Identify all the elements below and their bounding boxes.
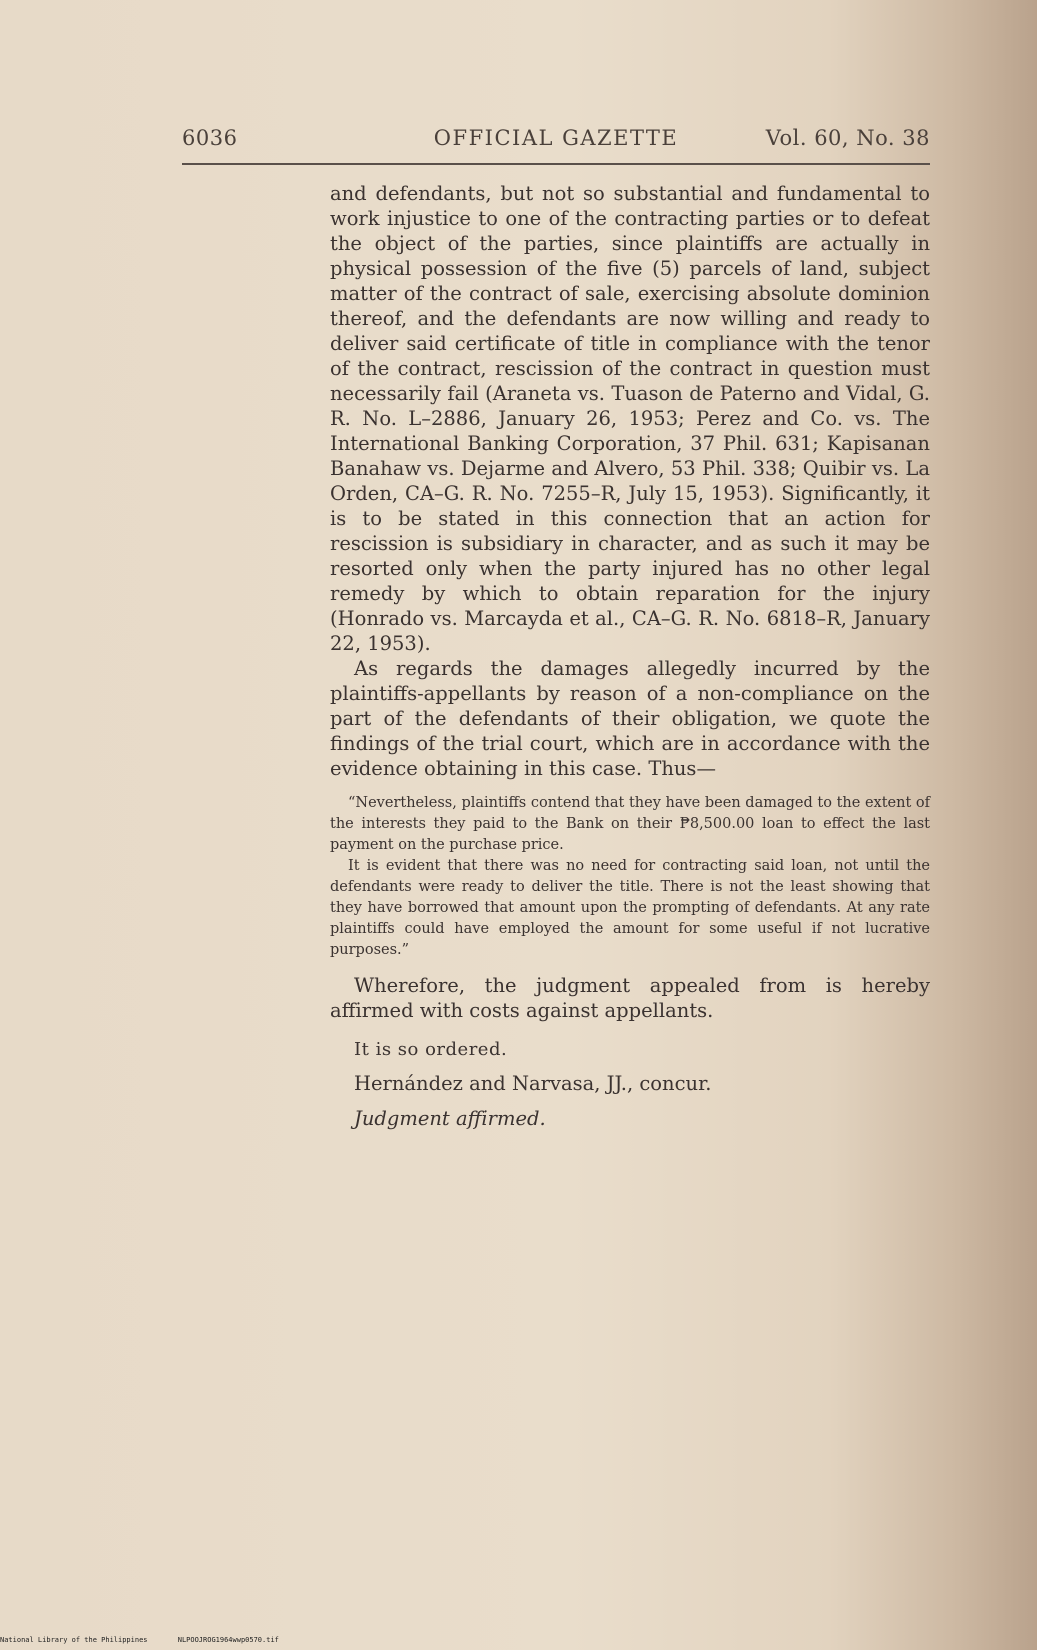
quote-paragraph-2: It is evident that there was no need for contracting said loan, not until the defendants were ready to deliver the title. There is not the least showing that they have borrowed that amount upon the prompting of defendants. At any rate plaintiffs could have employed the amount for some useful if not lucrative purposes.” [330,858,930,958]
running-header [182,126,930,156]
file-name: NLPOOJROG1964wwp0570.tif [177,1636,279,1644]
quote-paragraph-1: “Nevertheless, plaintiffs contend that they have been damaged to the extent of the interests they paid to the Bank on their ₱8,500.00 loan to effect the last payment on the purchase price. [330,795,930,853]
body-text [330,181,930,1130]
page-number: 6036 [182,126,238,150]
volume-number: Vol. 60, No. 38 [765,126,930,150]
scan-footer [0,1636,305,1644]
paragraph-continued: and defendants, but not so substantial and fundamental to work injustice to one of the contracting parties or to defeat the object of the parties, since plaintiffs are actually in physical possession of the five (5) parcels of land, subject matter of the contract of sale, exercising absolute dominion thereof, and the defendants are now willing and ready to deliver said certificate of title in compliance with the tenor of the contract, rescission of the contract in question must necessarily fail (Araneta vs. Tuason de Paterno and Vidal, G. R. No. L–2886, January 26, 1953; Perez and Co. vs. The International Banking Corporation, 37 Phil. 631; Kapisanan Banahaw vs. Dejarme and Alvero, 53 Phil. 338; Quibir vs. La Orden, CA–G. R. No. 7255–R, July 15, 1953). Significantly, it is to be stated in this connection that an action for rescission is subsidiary in character, and as such it may be resorted only when the party injured has no other legal remedy by which to obtain reparation for the injury (Honrado vs. Marcayda et al., CA–G. R. No. 6818–R, January 22, 1953). [330,182,930,655]
header-rule [182,163,930,165]
judgment-affirmed-line: Judgment affirmed. [354,1107,546,1130]
concurrence-line: Hernández and Narvasa, JJ., concur. [354,1072,712,1095]
wherefore-paragraph: Wherefore, the judgment appealed from is hereby affirmed with costs against appellants. [330,974,930,1022]
library-name: National Library of the Philippines [0,1636,148,1644]
gazette-title: OFFICIAL GAZETTE [433,126,679,150]
paragraph-damages: As regards the damages allegedly incurred by the plaintiffs-appellants by reason of a non-compliance on the part of the defendants of their obligation, we quote the findings of the trial court, which are in accordance with the evidence obtaining in this case. Thus— [330,657,930,780]
so-ordered-line: It is so ordered. [354,1039,508,1060]
